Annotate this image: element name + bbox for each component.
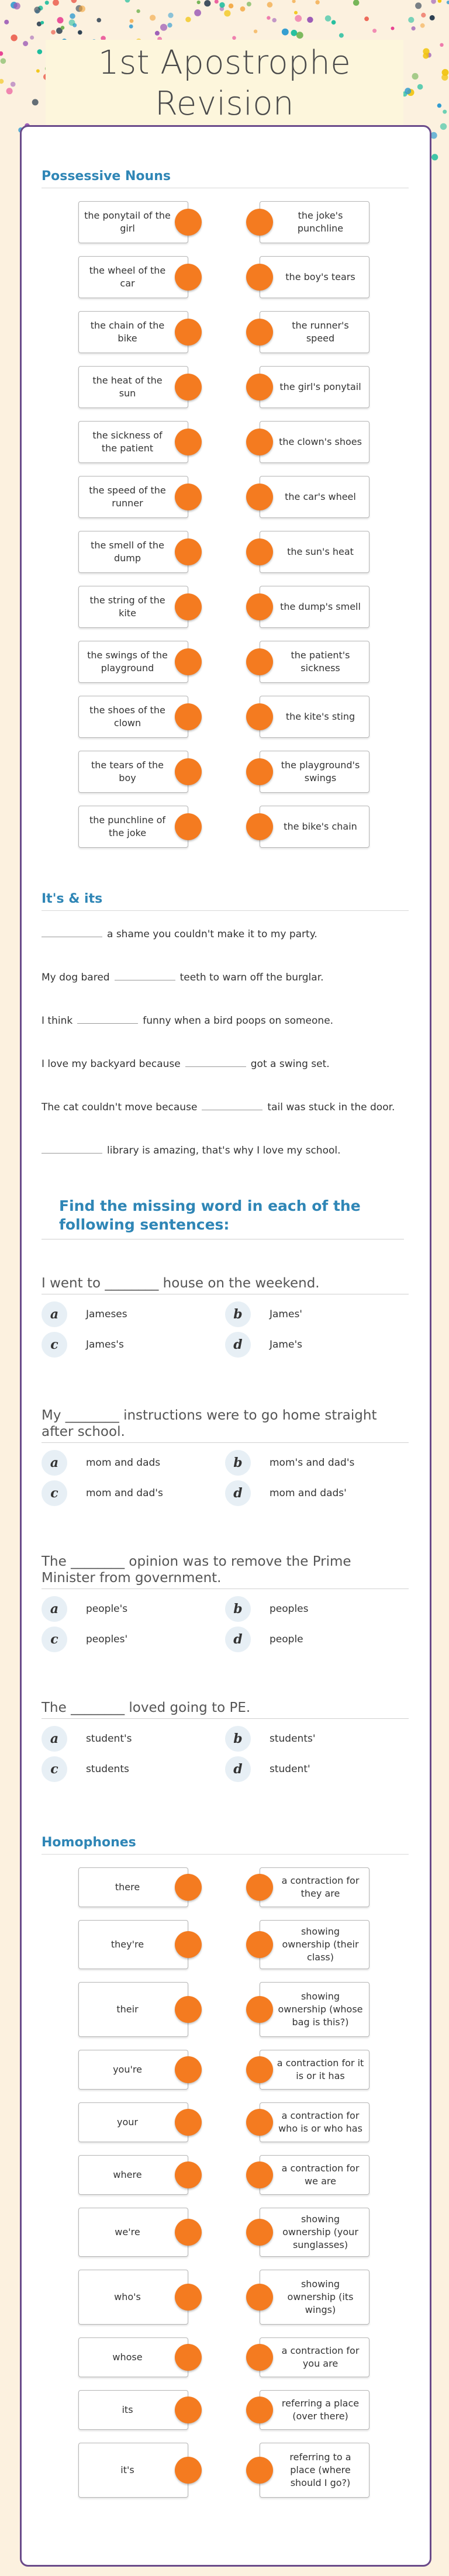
confetti-dot <box>412 26 416 30</box>
option-letter: d <box>225 1480 251 1506</box>
confetti-dot <box>204 0 210 6</box>
confetti-dot <box>420 23 425 28</box>
confetti-dot <box>30 36 34 40</box>
option-b[interactable] <box>225 1301 302 1327</box>
match-connector-dot[interactable] <box>175 813 202 840</box>
match-option-right[interactable]: the boy's tears <box>260 256 369 298</box>
option-c[interactable] <box>42 1756 129 1782</box>
match-option-right[interactable]: the kite's sting <box>260 696 369 738</box>
confetti-dot <box>438 0 442 3</box>
match-connector-dot[interactable] <box>175 2344 202 2371</box>
option-d[interactable] <box>225 1480 347 1506</box>
confetti-dot <box>185 17 191 22</box>
match-pair <box>42 2208 409 2270</box>
match-connector-dot[interactable] <box>175 2219 202 2246</box>
confetti-dot <box>417 84 423 90</box>
match-connector-dot[interactable] <box>246 484 273 510</box>
match-option-left[interactable]: the swings of the playground <box>78 641 188 683</box>
its-sentences <box>42 926 409 1186</box>
option-label: peoples' <box>86 1634 128 1645</box>
match-pair <box>42 2337 409 2390</box>
match-option-left[interactable]: whose <box>78 2337 188 2377</box>
match-pair <box>42 641 409 696</box>
option-label: mom and dad's <box>86 1487 163 1499</box>
confetti-dot <box>430 15 435 20</box>
match-pair <box>42 751 409 806</box>
option-d[interactable] <box>225 1627 303 1652</box>
match-option-left[interactable]: the string of the kite <box>78 586 188 628</box>
option-letter: c <box>42 1332 67 1358</box>
match-connector-dot[interactable] <box>175 2056 202 2083</box>
its-title: It's & its <box>42 890 409 911</box>
confetti-dot <box>254 30 257 33</box>
match-option-right[interactable]: the clown's shoes <box>260 421 369 463</box>
title-banner <box>46 40 403 127</box>
option-letter: a <box>42 1596 67 1622</box>
match-option-left[interactable]: there <box>78 1867 188 1907</box>
confetti-dot <box>339 33 344 38</box>
match-pair <box>42 2050 409 2102</box>
confetti-dot <box>247 2 251 6</box>
question-options <box>42 1596 409 1662</box>
option-d[interactable] <box>225 1332 302 1358</box>
match-option-right[interactable]: the sun's heat <box>260 531 369 573</box>
match-connector-dot[interactable] <box>246 1931 273 1958</box>
match-connector-dot[interactable] <box>175 1931 202 1958</box>
option-label: people <box>270 1634 303 1645</box>
match-connector-dot[interactable] <box>175 703 202 730</box>
match-connector-dot[interactable] <box>246 2161 273 2188</box>
question-text: I went to ________ house on the weekend. <box>42 1275 409 1294</box>
option-label: mom's and dad's <box>270 1457 355 1469</box>
match-pair <box>42 2270 409 2337</box>
confetti-dot <box>291 30 298 36</box>
match-connector-dot[interactable] <box>246 2056 273 2083</box>
match-pair <box>42 201 409 256</box>
match-option-right[interactable]: the runner's speed <box>260 311 369 353</box>
option-b[interactable] <box>225 1596 308 1622</box>
confetti-dot <box>79 6 85 12</box>
match-option-left[interactable]: your <box>78 2102 188 2142</box>
match-option-right[interactable]: showing ownership (your sunglasses) <box>260 2208 369 2257</box>
option-label: mom and dads <box>86 1457 161 1469</box>
match-option-left[interactable]: the tears of the boy <box>78 751 188 793</box>
match-pair <box>42 421 409 476</box>
option-label: James's <box>86 1339 124 1351</box>
confetti-dot <box>353 0 360 6</box>
sentence-item: library is amazing, that's why I love my school. <box>42 1142 409 1186</box>
answer-blank[interactable] <box>185 1056 246 1067</box>
confetti-dot <box>69 19 75 26</box>
question-text: My ________ instructions were to go home straight after school. <box>42 1407 409 1443</box>
match-connector-dot[interactable] <box>175 593 202 620</box>
confetti-dot <box>229 4 233 8</box>
option-label: students' <box>270 1733 316 1745</box>
match-connector-dot[interactable] <box>175 484 202 510</box>
missing-word-title: Find the missing word in each of the following sentences: <box>42 1197 404 1239</box>
option-label: mom and dads' <box>270 1487 347 1499</box>
confetti-dot <box>331 20 336 25</box>
match-option-left[interactable]: the ponytail of the girl <box>78 201 188 243</box>
option-letter: c <box>42 1756 67 1782</box>
match-pair <box>42 2155 409 2208</box>
match-option-right[interactable]: a contraction for we are <box>260 2155 369 2195</box>
option-letter: d <box>225 1627 251 1652</box>
confetti-dot <box>295 15 302 22</box>
match-connector-dot[interactable] <box>246 2344 273 2371</box>
match-option-right[interactable]: the car's wheel <box>260 476 369 518</box>
confetti-dot <box>442 69 449 76</box>
option-letter: d <box>225 1332 251 1358</box>
match-option-left[interactable]: their <box>78 1982 188 2037</box>
option-letter: b <box>225 1450 251 1476</box>
match-option-right[interactable]: a contraction for it is or it has <box>260 2050 369 2090</box>
confetti-dot <box>150 15 156 20</box>
match-option-left[interactable]: the shoes of the clown <box>78 696 188 738</box>
match-option-left[interactable]: where <box>78 2155 188 2195</box>
confetti-dot <box>219 2 224 8</box>
match-connector-dot[interactable] <box>175 374 202 400</box>
confetti-dot <box>197 1 201 4</box>
its-section <box>42 890 409 1186</box>
match-option-right[interactable]: the girl's ponytail <box>260 366 369 408</box>
confetti-dot <box>167 23 172 27</box>
match-option-left[interactable]: who's <box>78 2270 188 2325</box>
confetti-dot <box>364 16 369 21</box>
confetti-dot <box>4 20 9 25</box>
option-c[interactable] <box>42 1627 127 1652</box>
match-connector-dot[interactable] <box>175 538 202 565</box>
confetti-dot <box>292 0 296 3</box>
confetti-dot <box>405 88 411 94</box>
confetti-dot <box>0 51 3 56</box>
match-pair <box>42 2102 409 2155</box>
match-pair <box>42 1920 409 1982</box>
match-pair <box>42 1982 409 2050</box>
question-3 <box>42 1553 409 1662</box>
match-option-right[interactable]: a contraction for who is or who has <box>260 2102 369 2142</box>
match-connector-dot[interactable] <box>246 374 273 400</box>
confetti-dot <box>155 31 160 36</box>
match-option-right[interactable]: the playground's swings <box>260 751 369 793</box>
match-pair <box>42 2390 409 2443</box>
confetti-dot <box>11 82 16 87</box>
confetti-dot <box>412 73 419 80</box>
homophones-section <box>42 1834 409 2511</box>
confetti-dot <box>443 110 447 114</box>
confetti-dot <box>71 0 77 3</box>
confetti-dot <box>415 2 422 9</box>
match-connector-dot[interactable] <box>246 429 273 455</box>
confetti-dot <box>447 1 449 4</box>
confetti-dot <box>51 30 56 34</box>
confetti-dot <box>282 29 289 36</box>
match-option-left[interactable]: the speed of the runner <box>78 476 188 518</box>
confetti-dot <box>40 21 44 25</box>
match-connector-dot[interactable] <box>175 1874 202 1901</box>
match-pair <box>42 696 409 751</box>
option-letter: b <box>225 1596 251 1622</box>
match-connector-dot[interactable] <box>175 209 202 236</box>
confetti-dot <box>224 10 230 16</box>
confetti-dot <box>294 11 298 15</box>
confetti-dot <box>431 154 438 160</box>
confetti-dot <box>431 0 436 4</box>
worksheet-card <box>20 125 431 2567</box>
match-connector-dot[interactable] <box>175 319 202 346</box>
confetti-dot <box>37 49 43 54</box>
match-option-left[interactable]: the punchline of the joke <box>78 806 188 848</box>
match-option-right[interactable]: the joke's punchline <box>260 201 369 243</box>
match-pair <box>42 476 409 531</box>
confetti-dot <box>325 15 331 22</box>
option-letter: b <box>225 1726 251 1752</box>
match-option-left[interactable]: the wheel of the car <box>78 256 188 298</box>
match-option-left[interactable]: the chain of the bike <box>78 311 188 353</box>
match-connector-dot[interactable] <box>246 758 273 785</box>
match-connector-dot[interactable] <box>175 1996 202 2023</box>
confetti-dot <box>53 0 59 6</box>
option-letter: a <box>42 1301 67 1327</box>
match-option-left[interactable]: its <box>78 2390 188 2430</box>
confetti-dot <box>136 9 140 13</box>
sentence-item: My dog bared teeth to warn off the burglar. <box>42 969 409 1013</box>
confetti-dot <box>437 103 441 108</box>
homophones-title: Homophones <box>42 1834 409 1855</box>
match-connector-dot[interactable] <box>175 2161 202 2188</box>
confetti-dot <box>125 0 130 2</box>
confetti-dot <box>6 88 13 94</box>
sentence-item: I think funny when a bird poops on someone. <box>42 1013 409 1056</box>
option-b[interactable] <box>225 1726 316 1752</box>
option-a[interactable] <box>42 1301 127 1327</box>
match-option-left[interactable]: we're <box>78 2208 188 2257</box>
confetti-dot <box>0 79 4 84</box>
confetti-dot <box>391 27 395 30</box>
option-letter: c <box>42 1480 67 1506</box>
match-pair <box>42 531 409 586</box>
match-connector-dot[interactable] <box>175 648 202 675</box>
sentence-item: The cat couldn't move because tail was stuck in the door. <box>42 1099 409 1142</box>
option-label: James' <box>270 1308 302 1320</box>
match-connector-dot[interactable] <box>175 2109 202 2136</box>
match-connector-dot[interactable] <box>246 319 273 346</box>
match-connector-dot[interactable] <box>246 2109 273 2136</box>
match-connector-dot[interactable] <box>246 703 273 730</box>
confetti-dot <box>61 26 65 30</box>
page-title: 1st Apostrophe Revision <box>98 44 351 123</box>
option-label: people's <box>86 1603 128 1615</box>
question-text: The ________ opinion was to remove the Prime Minister from government. <box>42 1553 409 1589</box>
confetti-dot <box>440 43 443 47</box>
sentence-item: I love my backyard because got a swing set. <box>42 1056 409 1099</box>
option-a[interactable] <box>42 1726 132 1752</box>
match-option-right[interactable]: referring a place (over there) <box>260 2390 369 2430</box>
option-label: peoples <box>270 1603 309 1615</box>
confetti-dot <box>32 99 39 105</box>
match-option-right[interactable]: showing ownership (their class) <box>260 1920 369 1969</box>
confetti-dot <box>11 34 17 41</box>
match-pair <box>42 806 409 861</box>
confetti-dot <box>408 17 414 23</box>
match-option-left[interactable]: it's <box>78 2443 188 2498</box>
match-option-left[interactable]: the smell of the dump <box>78 531 188 573</box>
confetti-dot <box>57 17 64 23</box>
confetti-dot <box>440 123 447 130</box>
option-label: students <box>86 1763 129 1775</box>
confetti-dot <box>1 58 6 64</box>
possessive-match-list <box>42 201 409 861</box>
match-pair <box>42 1867 409 1920</box>
confetti-dot <box>34 6 40 13</box>
confetti-dot <box>315 0 319 4</box>
confetti-dot <box>70 13 75 19</box>
possessive-nouns-title: Possessive Nouns <box>42 168 409 188</box>
match-pair <box>42 586 409 641</box>
match-option-right[interactable]: showing ownership (whose bag is this?) <box>260 1982 369 2037</box>
match-connector-dot[interactable] <box>246 538 273 565</box>
match-connector-dot[interactable] <box>175 264 202 291</box>
confetti-dot <box>130 19 134 23</box>
confetti-dot <box>215 0 219 4</box>
match-option-right[interactable]: referring to a place (where should I go?) <box>260 2443 369 2498</box>
match-connector-dot[interactable] <box>246 1874 273 1901</box>
question-text: The ________ loved going to PE. <box>42 1700 409 1719</box>
question-options <box>42 1450 409 1515</box>
match-option-right[interactable]: a contraction for they are <box>260 1867 369 1907</box>
confetti-dot <box>296 32 303 39</box>
match-connector-dot[interactable] <box>246 2457 273 2484</box>
question-1 <box>42 1275 409 1367</box>
match-connector-dot[interactable] <box>175 2284 202 2311</box>
possessive-nouns-section <box>42 168 409 861</box>
option-d[interactable] <box>225 1756 310 1782</box>
option-b[interactable] <box>225 1450 354 1476</box>
match-connector-dot[interactable] <box>175 429 202 455</box>
option-letter: b <box>225 1301 251 1327</box>
confetti-dot <box>307 17 313 23</box>
option-label: student' <box>270 1763 310 1775</box>
question-options <box>42 1301 409 1367</box>
answer-blank[interactable] <box>77 1013 138 1024</box>
confetti-dot <box>160 24 167 31</box>
match-connector-dot[interactable] <box>246 593 273 620</box>
confetti-dot <box>168 13 173 18</box>
question-2 <box>42 1407 409 1515</box>
match-option-left[interactable]: you're <box>78 2050 188 2090</box>
option-letter: c <box>42 1627 67 1652</box>
confetti-dot <box>240 6 246 12</box>
match-option-left[interactable]: the heat of the sun <box>78 366 188 408</box>
confetti-dot <box>272 18 277 23</box>
confetti-dot <box>36 69 40 72</box>
match-pair <box>42 2443 409 2511</box>
option-label: Jameses <box>86 1308 127 1320</box>
match-option-right[interactable]: the patient's sickness <box>260 641 369 683</box>
option-a[interactable] <box>42 1596 127 1622</box>
homophones-match-list <box>42 1867 409 2511</box>
option-label: Jame's <box>270 1339 302 1351</box>
confetti-dot <box>267 16 270 19</box>
match-connector-dot[interactable] <box>175 2397 202 2423</box>
confetti-dot <box>96 18 101 23</box>
confetti-dot <box>194 9 201 16</box>
match-pair <box>42 311 409 366</box>
match-option-right[interactable]: showing ownership (its wings) <box>260 2270 369 2325</box>
option-label: student's <box>86 1733 132 1745</box>
match-option-right[interactable]: a contraction for you are <box>260 2337 369 2377</box>
missing-word-section <box>42 1197 409 1239</box>
option-c[interactable] <box>42 1332 124 1358</box>
question-4 <box>42 1700 409 1791</box>
confetti-dot <box>372 29 377 33</box>
confetti-dot <box>423 53 429 58</box>
confetti-dot <box>129 25 133 29</box>
match-connector-dot[interactable] <box>246 2397 273 2423</box>
answer-blank[interactable] <box>115 969 175 980</box>
confetti-dot <box>45 1 49 5</box>
match-option-left[interactable]: they're <box>78 1920 188 1969</box>
match-option-right[interactable]: the bike's chain <box>260 806 369 848</box>
option-letter: d <box>225 1756 251 1782</box>
confetti-dot <box>421 13 426 18</box>
option-letter: a <box>42 1726 67 1752</box>
match-option-left[interactable]: the sickness of the patient <box>78 421 188 463</box>
match-connector-dot[interactable] <box>246 813 273 840</box>
match-connector-dot[interactable] <box>246 1996 273 2023</box>
confetti-dot <box>267 2 273 8</box>
match-connector-dot[interactable] <box>246 2219 273 2246</box>
match-connector-dot[interactable] <box>246 264 273 291</box>
option-a[interactable] <box>42 1450 160 1476</box>
answer-blank[interactable] <box>42 1142 102 1154</box>
match-pair <box>42 256 409 311</box>
confetti-dot <box>23 41 28 46</box>
answer-blank[interactable] <box>42 926 102 937</box>
confetti-dot <box>13 2 20 9</box>
match-connector-dot[interactable] <box>246 2284 273 2311</box>
match-connector-dot[interactable] <box>246 209 273 236</box>
question-options <box>42 1726 409 1791</box>
match-connector-dot[interactable] <box>246 648 273 675</box>
sentence-item: a shame you couldn't make it to my party. <box>42 926 409 969</box>
answer-blank[interactable] <box>202 1099 263 1110</box>
match-option-right[interactable]: the dump's smell <box>260 586 369 628</box>
option-c[interactable] <box>42 1480 163 1506</box>
match-pair <box>42 366 409 421</box>
match-connector-dot[interactable] <box>175 2457 202 2484</box>
option-letter: a <box>42 1450 67 1476</box>
match-connector-dot[interactable] <box>175 758 202 785</box>
confetti-dot <box>78 30 82 35</box>
